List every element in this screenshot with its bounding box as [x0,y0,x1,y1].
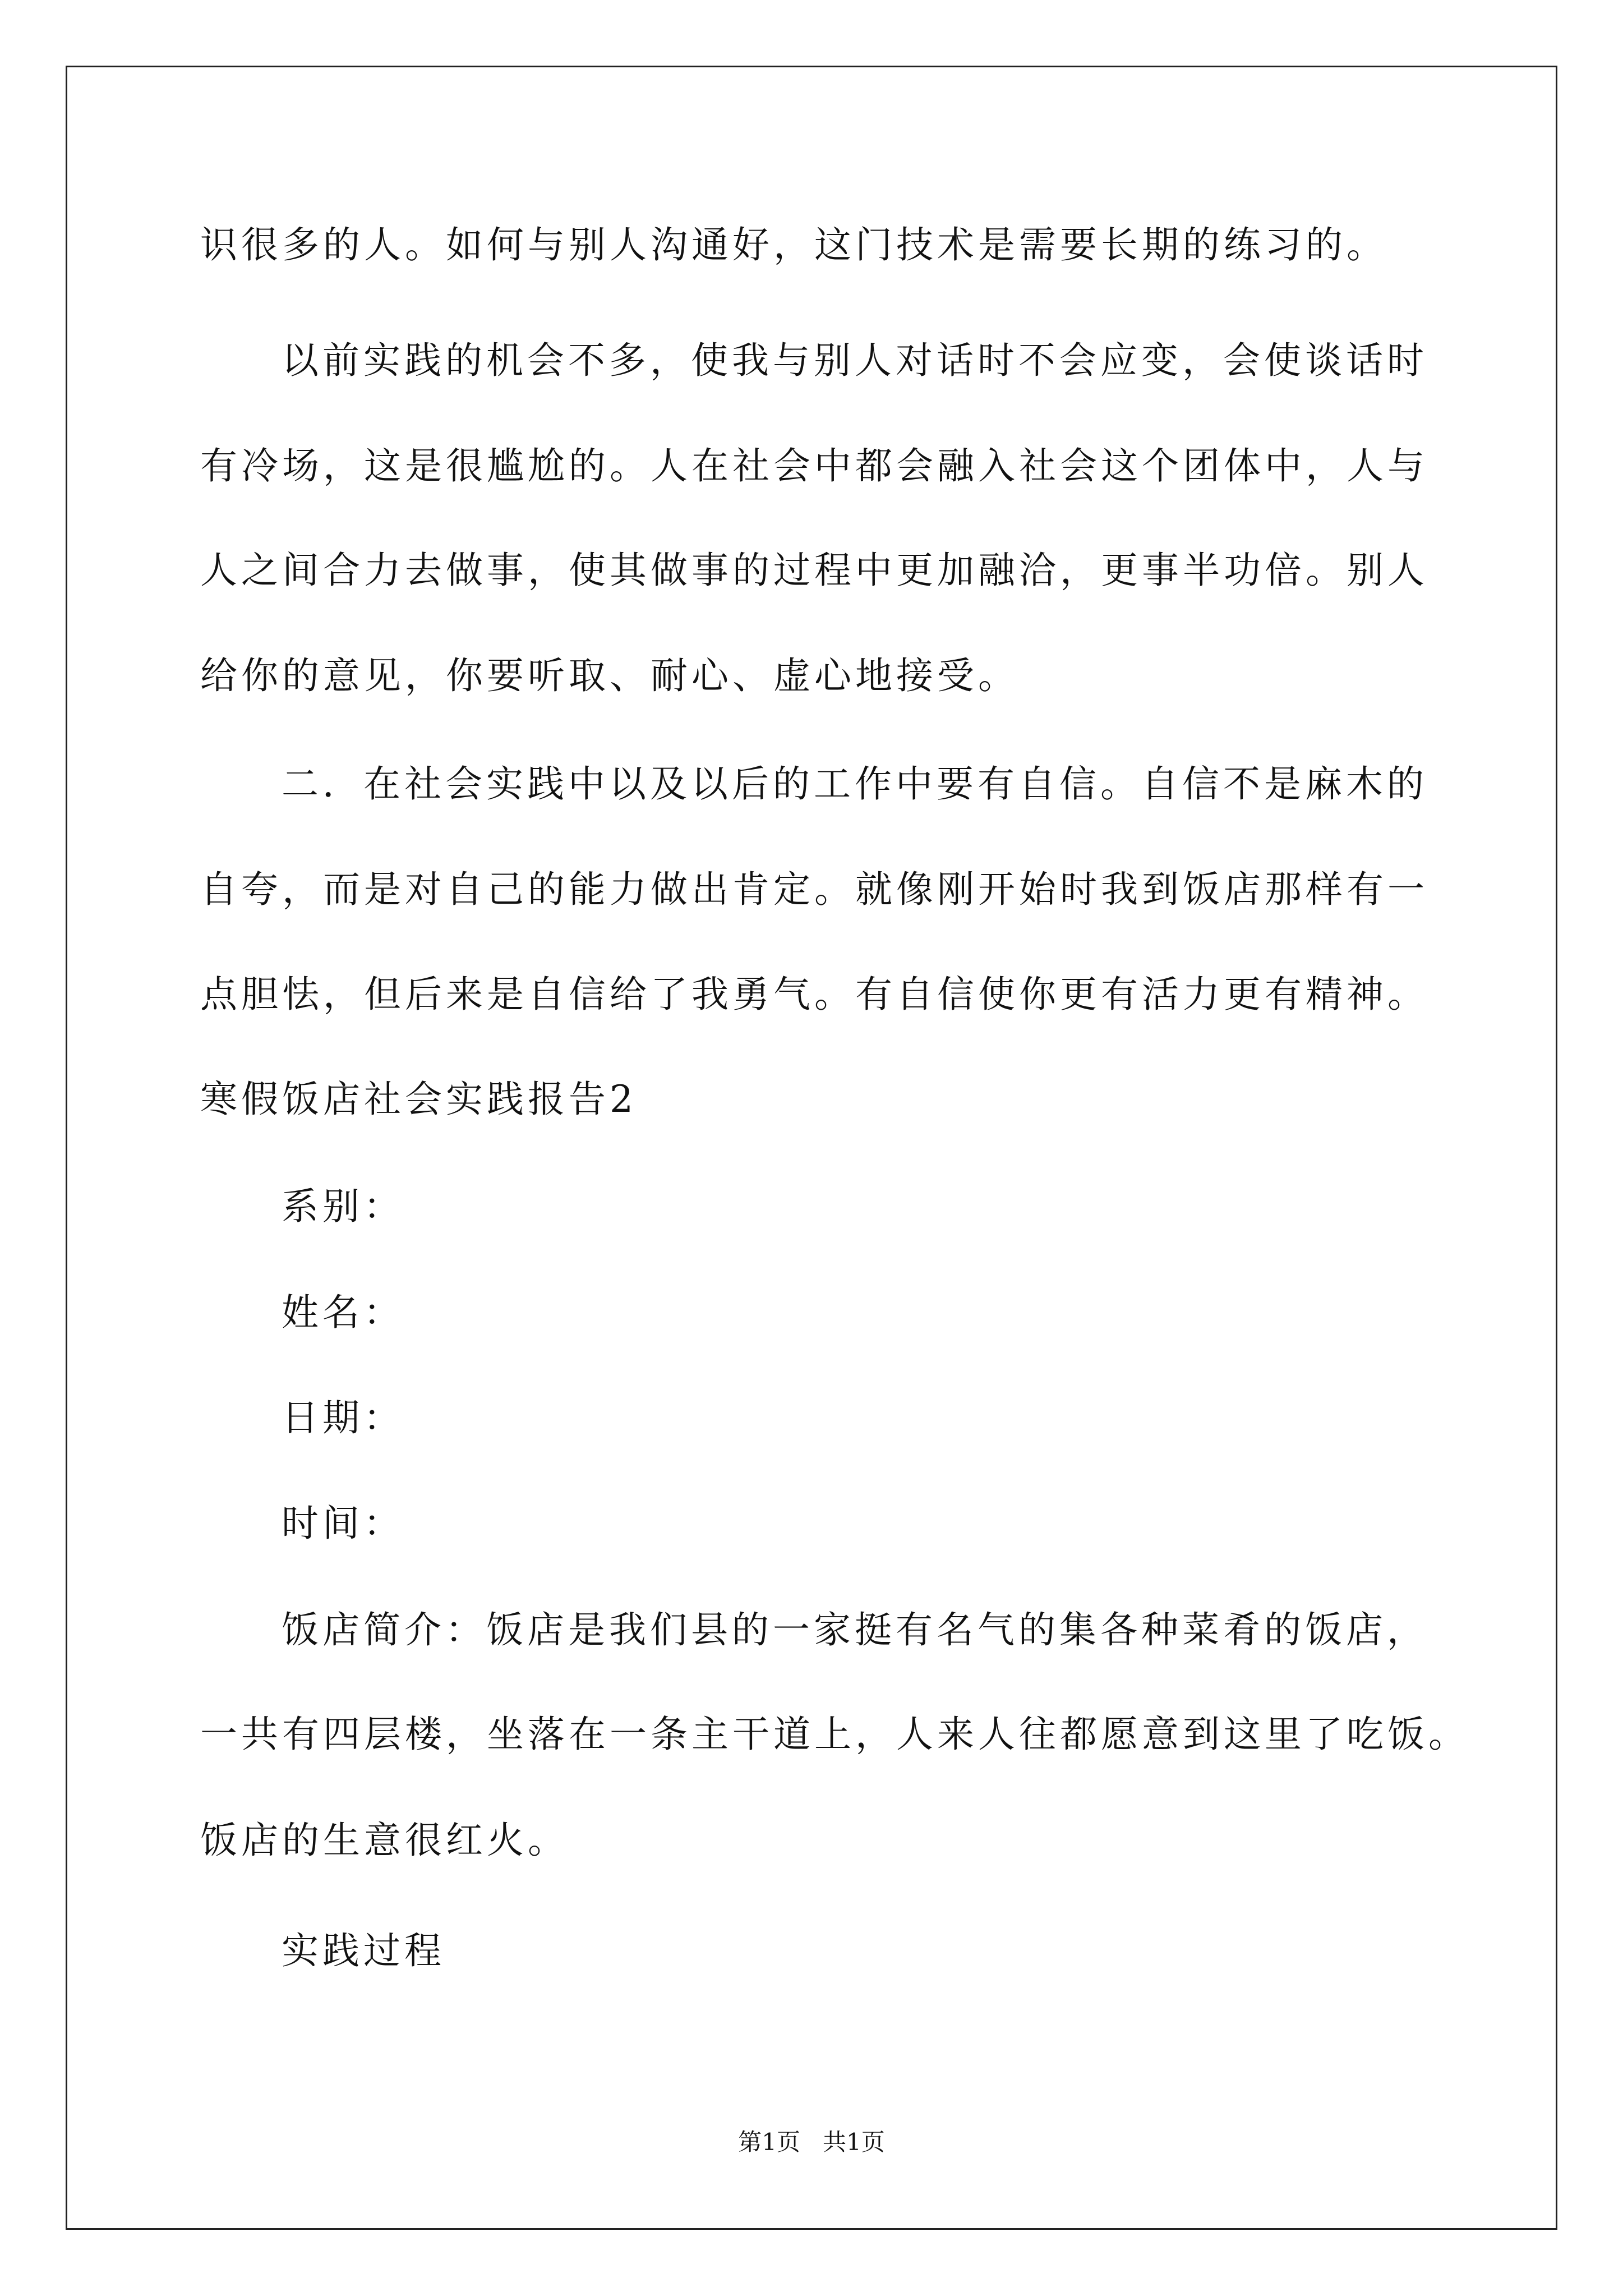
text-line: 饭店简介：饭店是我们县的一家挺有名气的集各种菜肴的饭店， [282,1608,1428,1651]
text-line: 二．在社会实践中以及以后的工作中要有自信。自信不是麻木的 [282,762,1428,806]
page-number: 第1页 共1页 [738,2128,885,2156]
text-line: 人之间合力去做事，使其做事的过程中更加融洽，更事半功倍。别人 [200,549,1428,592]
text-line: 以前实践的机会不多，使我与别人对话时不会应变，会使谈话时 [282,339,1428,382]
text-line: 一共有四层楼，坐落在一条主干道上，人来人往都愿意到这里了吃饭。 [200,1713,1469,1756]
page-border [66,66,1557,2230]
text-line: 有冷场，这是很尴尬的。人在社会中都会融入社会这个团体中，人与 [200,444,1428,487]
text-line: 时间： [282,1502,404,1545]
section-heading: 寒假饭店社会实践报告2 [200,1078,637,1121]
text-line: 实践过程 [282,1929,445,1972]
text-line: 点胆怯，但后来是自信给了我勇气。有自信使你更有活力更有精神。 [200,973,1428,1016]
text-line: 识很多的人。如何与别人沟通好，这门技术是需要长期的练习的。 [200,223,1387,266]
text-line: 姓名： [282,1291,404,1334]
text-line: 自夸，而是对自己的能力做出肯定。就像刚开始时我到饭店那样有一 [200,868,1428,911]
text-line: 日期： [282,1396,404,1439]
text-line: 给你的意见，你要听取、耐心、虚心地接受。 [200,654,1019,697]
text-line: 饭店的生意很红火。 [200,1819,569,1862]
text-line: 系别： [282,1185,404,1228]
